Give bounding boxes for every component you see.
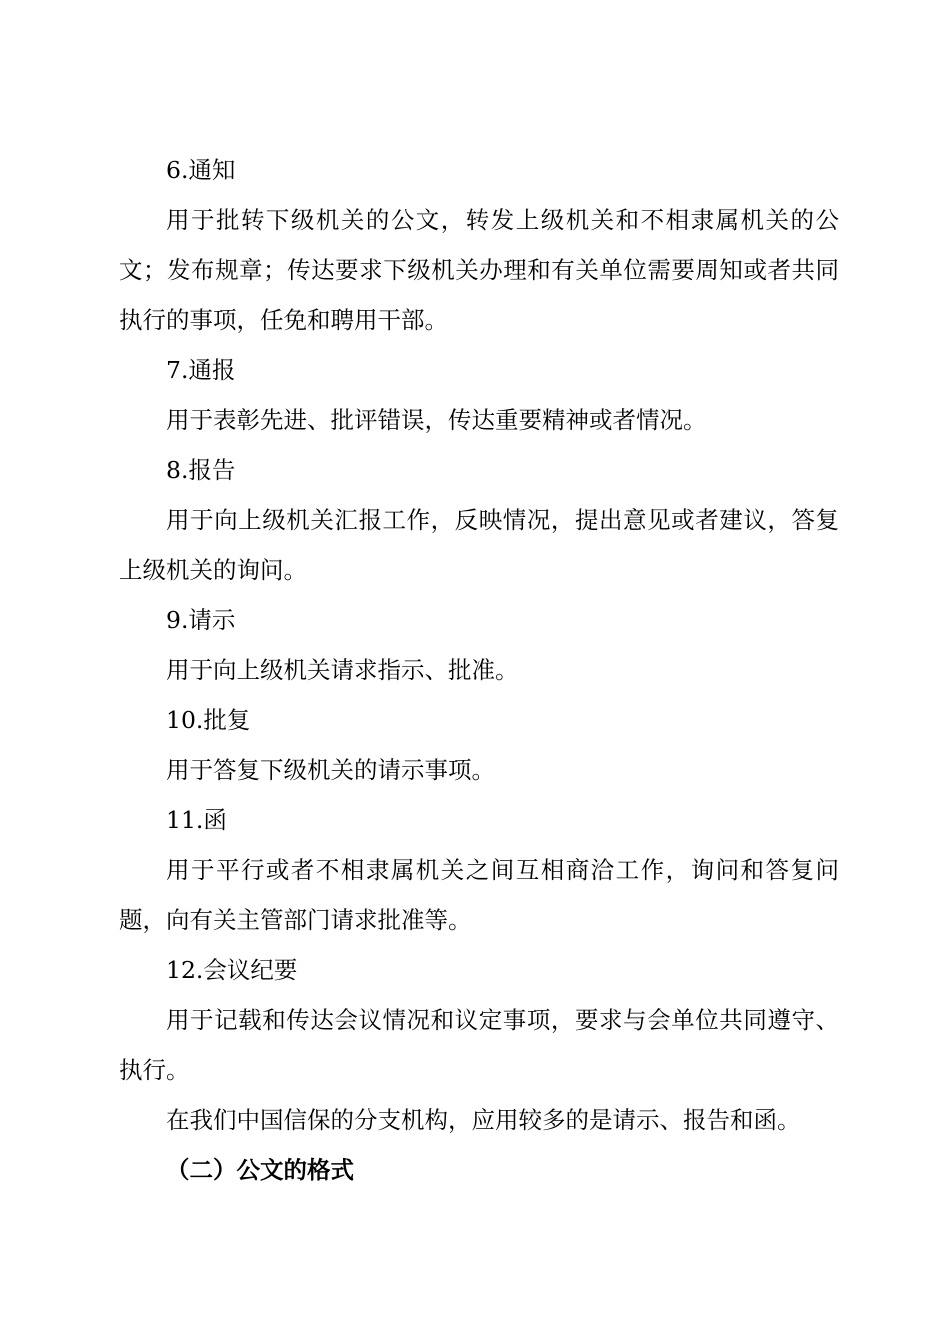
item-heading-notice: 6.通知 <box>166 156 236 184</box>
paragraph-letter-description: 用于平行或者不相隶属机关之间互相商洽工作，询问和答复问题，向有关主管部门请求批准等。 <box>119 856 839 934</box>
item-heading-request: 9.请示 <box>166 606 236 634</box>
paragraph-notice-description: 用于批转下级机关的公文，转发上级机关和不相隶属机关的公文；发布规章；传达要求下级机关办理和有关单位需要周知或者共同执行的事项，任免和聘用干部。 <box>119 206 839 334</box>
paragraph-reply-description: 用于答复下级机关的请示事项。 <box>166 756 495 784</box>
paragraph-circular-description: 用于表彰先进、批评错误，传达重要精神或者情况。 <box>166 406 707 434</box>
section-heading-format: （二）公文的格式 <box>166 1156 354 1184</box>
item-heading-minutes: 12.会议纪要 <box>166 956 298 984</box>
paragraph-request-description: 用于向上级机关请求指示、批准。 <box>166 656 519 684</box>
paragraph-report-description: 用于向上级机关汇报工作，反映情况，提出意见或者建议，答复上级机关的询问。 <box>119 506 839 584</box>
document-body <box>119 145 839 1195</box>
item-heading-report: 8.报告 <box>166 456 236 484</box>
paragraph-usage-note: 在我们中国信保的分支机构，应用较多的是请示、报告和函。 <box>166 1106 801 1134</box>
item-heading-circular: 7.通报 <box>166 356 236 384</box>
item-heading-reply: 10.批复 <box>166 706 251 734</box>
item-heading-letter: 11.函 <box>166 806 227 834</box>
paragraph-minutes-description: 用于记载和传达会议情况和议定事项，要求与会单位共同遵守、执行。 <box>119 1006 839 1084</box>
